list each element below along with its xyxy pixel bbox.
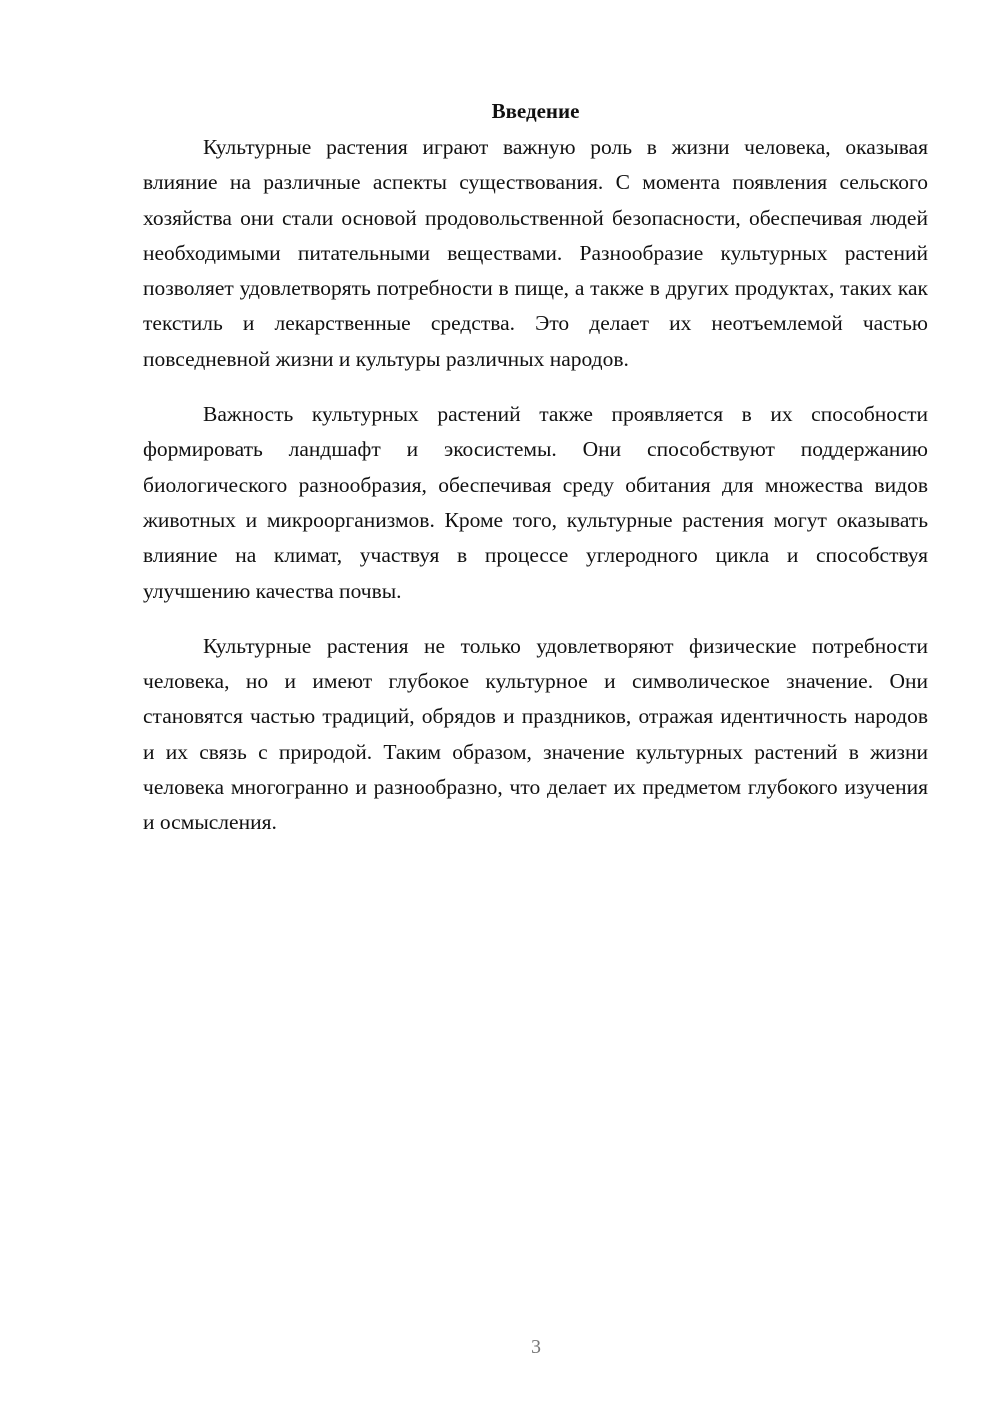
section-title: Введение	[491, 99, 580, 123]
paragraph-1: Культурные растения играют важную роль в жизни человека, оказывая влияние на различные аспекты существования. С момента появления сельского хозяйства они стали основой продовольственной безопасности, обеспечивая людей необходимыми питательными веществами. Разнообразие культурных растений позволяет удовлетворять потребности в пище, а также в других продуктах, таких как текстиль и лекарственные средства. Это делает их неотъемлемой частью повседневной жизни и культуры различных народов.	[143, 135, 928, 371]
paragraph-3: Культурные растения не только удовлетворяют физические потребности человека, но и имеют глубокое культурное и символическое значение. Они становятся частью традиций, обрядов и праздников, отражая идентичность народов и их связь с природой. Таким образом, значение культурных растений в жизни человека многогранно и разнообразно, что делает их предметом глубокого изучения и осмысления.	[143, 633, 928, 835]
page-content	[143, 94, 928, 841]
page-number: 3	[531, 1336, 541, 1358]
paragraph-2: Важность культурных растений также проявляется в их способности формировать ландшафт и экосистемы. Они способствуют поддержанию биологического разнообразия, обеспечивая среду обитания для множества видов животных и микроорганизмов. Кроме того, культурные растения могут оказывать влияние на климат, участвуя в процессе углеродного цикла и способствуя улучшению качества почвы.	[143, 402, 928, 603]
